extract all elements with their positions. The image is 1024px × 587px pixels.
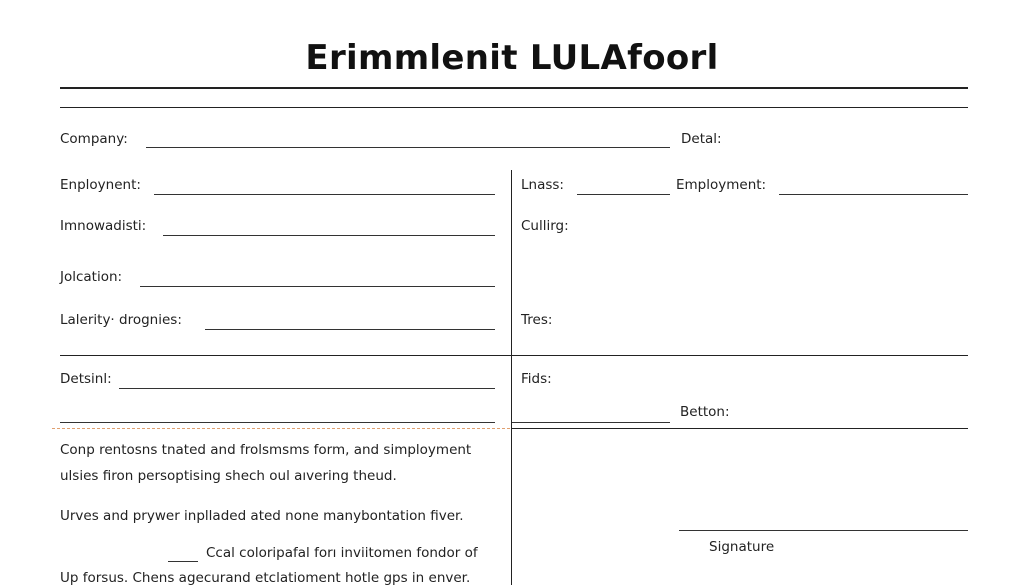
culling-label: Cullirg:: [521, 218, 569, 234]
lnass-field[interactable]: [577, 178, 670, 195]
tres-label: Tres:: [521, 312, 553, 328]
column-divider: [511, 170, 512, 585]
paragraph-3-line-1: Ccal coloripafal forı inviitomen fondor of: [206, 545, 478, 561]
salary-label: Lalerity· drognies:: [60, 312, 182, 328]
details-field[interactable]: [119, 372, 495, 389]
company-label: Company:: [60, 131, 128, 147]
right-section-rule: [512, 428, 968, 429]
lnass-label: Lnass:: [521, 177, 564, 193]
details-label: Detsinl:: [60, 371, 112, 387]
salary-field[interactable]: [205, 313, 495, 330]
paragraph-3-line-2: Up forsus. Chens agecurand etclatioment hotle gps in enver.: [60, 570, 471, 586]
header-rule-bottom: [60, 107, 968, 108]
header-rule-top: [60, 87, 968, 89]
location-field[interactable]: [140, 270, 495, 287]
location-label: Jolcation:: [60, 269, 123, 285]
betton-label: Betton:: [680, 404, 730, 420]
employment-label-left: Enploynent:: [60, 177, 141, 193]
immediate-field[interactable]: [163, 219, 495, 236]
detail-label: Detal:: [681, 131, 722, 147]
fids-extra-field[interactable]: [512, 406, 670, 423]
paragraph-1-line-2: ulsies firon persoptising shech oul aıvering theud.: [60, 468, 397, 484]
details-extra-field[interactable]: [60, 406, 495, 423]
immediate-label: Imnowadisti:: [60, 218, 147, 234]
paragraph-2: Urves and prywer inplladed ated none manybontation fiver.: [60, 508, 464, 524]
section-rule: [60, 355, 968, 356]
paragraph-1-line-1: Conp rentosns tnated and frolsmsms form, and simployment: [60, 442, 472, 458]
company-field[interactable]: [146, 131, 670, 148]
signature-field[interactable]: [679, 514, 968, 531]
fids-label: Fids:: [521, 371, 552, 387]
employment-field-right[interactable]: [779, 178, 968, 195]
employment-label-right: Employment:: [676, 177, 767, 193]
employment-field-left[interactable]: [154, 178, 495, 195]
agree-check-line[interactable]: [168, 545, 198, 562]
signature-label: Signature: [709, 539, 775, 555]
dashed-divider: [52, 428, 510, 429]
form-title: Erimmlenit LULAfoorl: [305, 38, 719, 78]
